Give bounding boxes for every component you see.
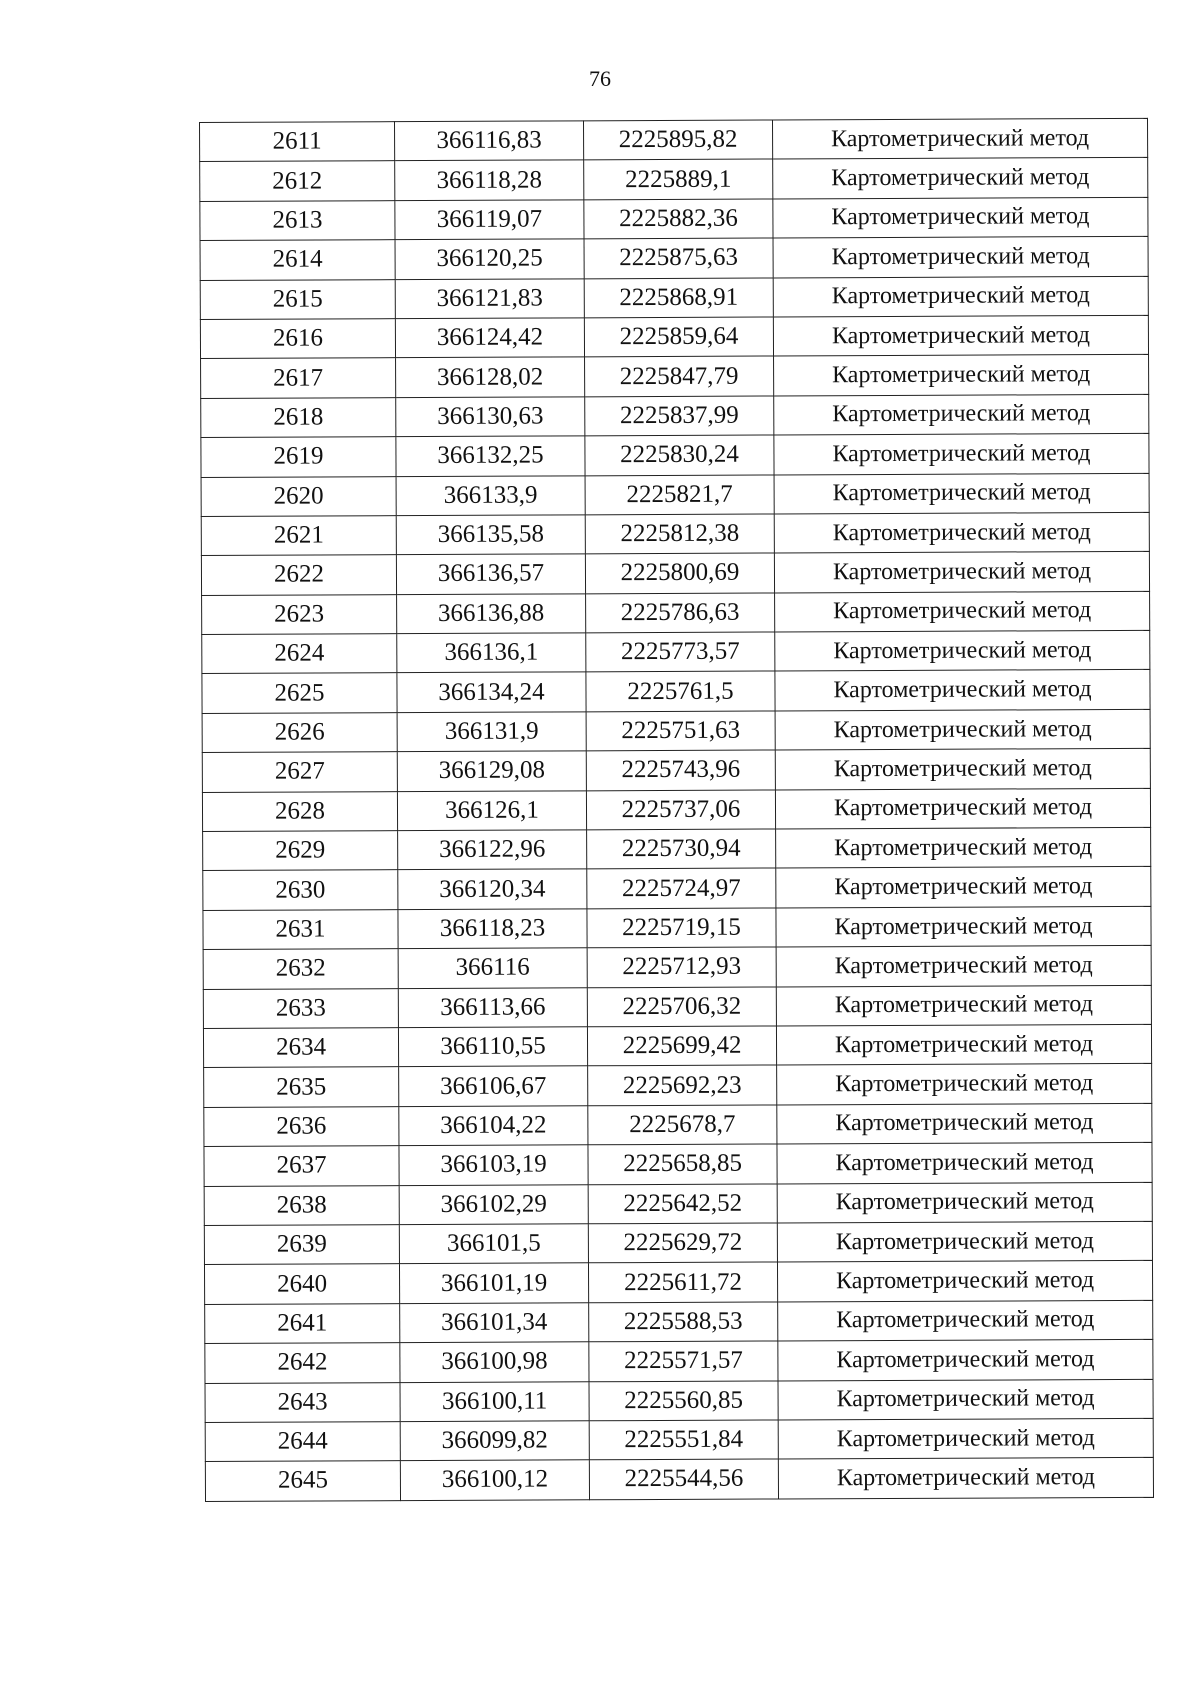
table-row: [200, 315, 1148, 359]
x-coordinate-cell: 366119,07: [395, 200, 584, 240]
y-coordinate-cell: 2225895,82: [583, 120, 772, 160]
y-coordinate-cell: 2225719,15: [587, 908, 776, 948]
point-number-cell: 2630: [203, 870, 398, 910]
table-row: [202, 670, 1150, 714]
table-row: [202, 709, 1150, 753]
table-row: [203, 985, 1151, 1029]
x-coordinate-cell: 366126,1: [397, 790, 586, 830]
point-number-cell: 2614: [200, 240, 395, 280]
method-cell: Картометрический метод: [774, 355, 1149, 396]
y-coordinate-cell: 2225847,79: [585, 356, 774, 396]
table-row: [204, 1103, 1152, 1147]
y-coordinate-cell: 2225889,1: [584, 159, 773, 199]
table-row: [201, 433, 1149, 477]
point-number-cell: 2645: [205, 1461, 400, 1501]
y-coordinate-cell: 2225868,91: [584, 278, 773, 318]
y-coordinate-cell: 2225830,24: [585, 435, 774, 475]
table-row: [201, 512, 1149, 556]
x-coordinate-cell: 366136,57: [396, 554, 585, 594]
point-number-cell: 2638: [204, 1185, 399, 1225]
y-coordinate-cell: 2225761,5: [586, 671, 775, 711]
table-row: [203, 867, 1151, 911]
y-coordinate-cell: 2225678,7: [588, 1105, 777, 1145]
table-row: [204, 1221, 1152, 1265]
point-number-cell: 2634: [203, 1028, 398, 1068]
x-coordinate-cell: 366128,02: [396, 357, 585, 397]
table-row: [200, 197, 1148, 241]
method-cell: Картометрический метод: [776, 906, 1151, 947]
y-coordinate-cell: 2225712,93: [587, 947, 776, 987]
y-coordinate-cell: 2225786,63: [586, 593, 775, 633]
method-cell: Картометрический метод: [774, 512, 1149, 553]
table-row: [203, 946, 1151, 990]
x-coordinate-cell: 366134,24: [397, 672, 586, 712]
point-number-cell: 2633: [203, 988, 398, 1028]
y-coordinate-cell: 2225629,72: [588, 1223, 777, 1263]
method-cell: Картометрический метод: [776, 946, 1151, 987]
coordinates-table: [199, 118, 1154, 1502]
y-coordinate-cell: 2225837,99: [585, 396, 774, 436]
table-row: [204, 1182, 1152, 1226]
method-cell: Картометрический метод: [778, 1339, 1153, 1380]
y-coordinate-cell: 2225544,56: [589, 1459, 778, 1499]
point-number-cell: 2631: [203, 909, 398, 949]
y-coordinate-cell: 2225882,36: [584, 199, 773, 239]
method-cell: Картометрический метод: [775, 591, 1150, 632]
point-number-cell: 2639: [204, 1225, 399, 1265]
y-coordinate-cell: 2225551,84: [589, 1420, 778, 1460]
table-row: [200, 158, 1148, 202]
x-coordinate-cell: 366136,88: [397, 594, 586, 634]
point-number-cell: 2628: [202, 791, 397, 831]
x-coordinate-cell: 366118,23: [398, 909, 587, 949]
page-number: 76: [589, 66, 611, 91]
method-cell: Картометрический метод: [774, 473, 1149, 514]
x-coordinate-cell: 366116,83: [395, 121, 584, 161]
x-coordinate-cell: 366132,25: [396, 436, 585, 476]
point-number-cell: 2627: [202, 752, 397, 792]
table-row: [201, 355, 1149, 399]
x-coordinate-cell: 366122,96: [398, 830, 587, 870]
table-row: [201, 552, 1149, 596]
method-cell: Картометрический метод: [773, 158, 1148, 199]
table-row: [201, 394, 1149, 438]
table-row: [205, 1300, 1153, 1344]
x-coordinate-cell: 366100,12: [400, 1460, 589, 1500]
x-coordinate-cell: 366099,82: [400, 1421, 589, 1461]
point-number-cell: 2624: [202, 634, 397, 674]
y-coordinate-cell: 2225875,63: [584, 238, 773, 278]
method-cell: Картометрический метод: [778, 1458, 1153, 1499]
x-coordinate-cell: 366104,22: [399, 1106, 588, 1146]
point-number-cell: 2621: [201, 516, 396, 556]
table-row: [203, 906, 1151, 950]
table-row: [205, 1418, 1153, 1462]
table-row: [203, 827, 1151, 871]
y-coordinate-cell: 2225611,72: [588, 1262, 777, 1302]
table-row: [202, 630, 1150, 674]
point-number-cell: 2615: [200, 279, 395, 319]
point-number-cell: 2625: [202, 673, 397, 713]
method-cell: Картометрический метод: [774, 552, 1149, 593]
method-cell: Картометрический метод: [778, 1379, 1153, 1420]
x-coordinate-cell: 366113,66: [398, 987, 587, 1027]
y-coordinate-cell: 2225692,23: [588, 1065, 777, 1105]
x-coordinate-cell: 366103,19: [399, 1145, 588, 1185]
point-number-cell: 2622: [201, 555, 396, 595]
point-number-cell: 2644: [205, 1422, 400, 1462]
point-number-cell: 2636: [204, 1106, 399, 1146]
method-cell: Картометрический метод: [772, 118, 1147, 159]
method-cell: Картометрический метод: [776, 1024, 1151, 1065]
method-cell: Картометрический метод: [777, 1261, 1152, 1302]
point-number-cell: 2613: [200, 200, 395, 240]
y-coordinate-cell: 2225560,85: [589, 1380, 778, 1420]
y-coordinate-cell: 2225571,57: [589, 1341, 778, 1381]
point-number-cell: 2617: [201, 358, 396, 398]
y-coordinate-cell: 2225588,53: [589, 1302, 778, 1342]
point-number-cell: 2611: [200, 122, 395, 162]
method-cell: Картометрический метод: [777, 1103, 1152, 1144]
y-coordinate-cell: 2225658,85: [588, 1144, 777, 1184]
method-cell: Картометрический метод: [773, 276, 1148, 317]
x-coordinate-cell: 366102,29: [399, 1184, 588, 1224]
x-coordinate-cell: 366116: [398, 948, 587, 988]
table-row: [200, 237, 1148, 281]
table-row: [205, 1458, 1153, 1502]
method-cell: Картометрический метод: [777, 1221, 1152, 1262]
table-row: [205, 1379, 1153, 1423]
table-row: [203, 1024, 1151, 1068]
y-coordinate-cell: 2225821,7: [585, 475, 774, 515]
y-coordinate-cell: 2225737,06: [586, 790, 775, 830]
x-coordinate-cell: 366131,9: [397, 712, 586, 752]
point-number-cell: 2643: [205, 1382, 400, 1422]
point-number-cell: 2623: [202, 594, 397, 634]
point-number-cell: 2629: [203, 831, 398, 871]
method-cell: Картометрический метод: [775, 670, 1150, 711]
method-cell: Картометрический метод: [774, 394, 1149, 435]
point-number-cell: 2637: [204, 1146, 399, 1186]
method-cell: Картометрический метод: [776, 867, 1151, 908]
y-coordinate-cell: 2225773,57: [586, 632, 775, 672]
point-number-cell: 2640: [204, 1264, 399, 1304]
y-coordinate-cell: 2225730,94: [587, 829, 776, 869]
table-row: [200, 118, 1148, 162]
y-coordinate-cell: 2225699,42: [587, 1026, 776, 1066]
x-coordinate-cell: 366121,83: [395, 278, 584, 318]
method-cell: Картометрический метод: [777, 1182, 1152, 1223]
table-row: [204, 1064, 1152, 1108]
table-row: [201, 473, 1149, 517]
x-coordinate-cell: 366106,67: [399, 1066, 588, 1106]
method-cell: Картометрический метод: [773, 237, 1148, 278]
x-coordinate-cell: 366120,34: [398, 869, 587, 909]
y-coordinate-cell: 2225743,96: [586, 750, 775, 790]
x-coordinate-cell: 366100,98: [400, 1342, 589, 1382]
method-cell: Картометрический метод: [776, 827, 1151, 868]
method-cell: Картометрический метод: [778, 1418, 1153, 1459]
x-coordinate-cell: 366130,63: [396, 397, 585, 437]
table-row: [204, 1261, 1152, 1305]
x-coordinate-cell: 366135,58: [396, 515, 585, 555]
x-coordinate-cell: 366118,28: [395, 160, 584, 200]
point-number-cell: 2616: [200, 319, 395, 359]
method-cell: Картометрический метод: [777, 1064, 1152, 1105]
method-cell: Картометрический метод: [775, 630, 1150, 671]
point-number-cell: 2626: [202, 713, 397, 753]
y-coordinate-cell: 2225800,69: [585, 553, 774, 593]
table-row: [202, 788, 1150, 832]
x-coordinate-cell: 366129,08: [397, 751, 586, 791]
method-cell: Картометрический метод: [775, 788, 1150, 829]
y-coordinate-cell: 2225724,97: [587, 868, 776, 908]
table-row: [200, 276, 1148, 320]
x-coordinate-cell: 366124,42: [395, 318, 584, 358]
table-row: [202, 749, 1150, 793]
point-number-cell: 2612: [200, 161, 395, 201]
x-coordinate-cell: 366136,1: [397, 633, 586, 673]
method-cell: Картометрический метод: [777, 1143, 1152, 1184]
coordinates-table-body: [200, 118, 1154, 1501]
method-cell: Картометрический метод: [773, 315, 1148, 356]
table-row: [205, 1339, 1153, 1383]
point-number-cell: 2620: [201, 476, 396, 516]
method-cell: Картометрический метод: [775, 749, 1150, 790]
x-coordinate-cell: 366110,55: [398, 1027, 587, 1067]
x-coordinate-cell: 366120,25: [395, 239, 584, 279]
y-coordinate-cell: 2225642,52: [588, 1184, 777, 1224]
method-cell: Картометрический метод: [776, 985, 1151, 1026]
y-coordinate-cell: 2225859,64: [584, 317, 773, 357]
x-coordinate-cell: 366101,19: [399, 1263, 588, 1303]
point-number-cell: 2632: [203, 949, 398, 989]
method-cell: Картометрический метод: [778, 1300, 1153, 1341]
x-coordinate-cell: 366101,5: [399, 1224, 588, 1264]
table-row: [204, 1143, 1152, 1187]
method-cell: Картометрический метод: [774, 433, 1149, 474]
y-coordinate-cell: 2225812,38: [585, 514, 774, 554]
x-coordinate-cell: 366100,11: [400, 1381, 589, 1421]
point-number-cell: 2641: [205, 1303, 400, 1343]
method-cell: Картометрический метод: [773, 197, 1148, 238]
point-number-cell: 2619: [201, 437, 396, 477]
table-row: [202, 591, 1150, 635]
x-coordinate-cell: 366133,9: [396, 475, 585, 515]
point-number-cell: 2635: [204, 1067, 399, 1107]
x-coordinate-cell: 366101,34: [400, 1303, 589, 1343]
point-number-cell: 2618: [201, 397, 396, 437]
y-coordinate-cell: 2225706,32: [587, 987, 776, 1027]
point-number-cell: 2642: [205, 1343, 400, 1383]
method-cell: Картометрический метод: [775, 709, 1150, 750]
y-coordinate-cell: 2225751,63: [586, 711, 775, 751]
